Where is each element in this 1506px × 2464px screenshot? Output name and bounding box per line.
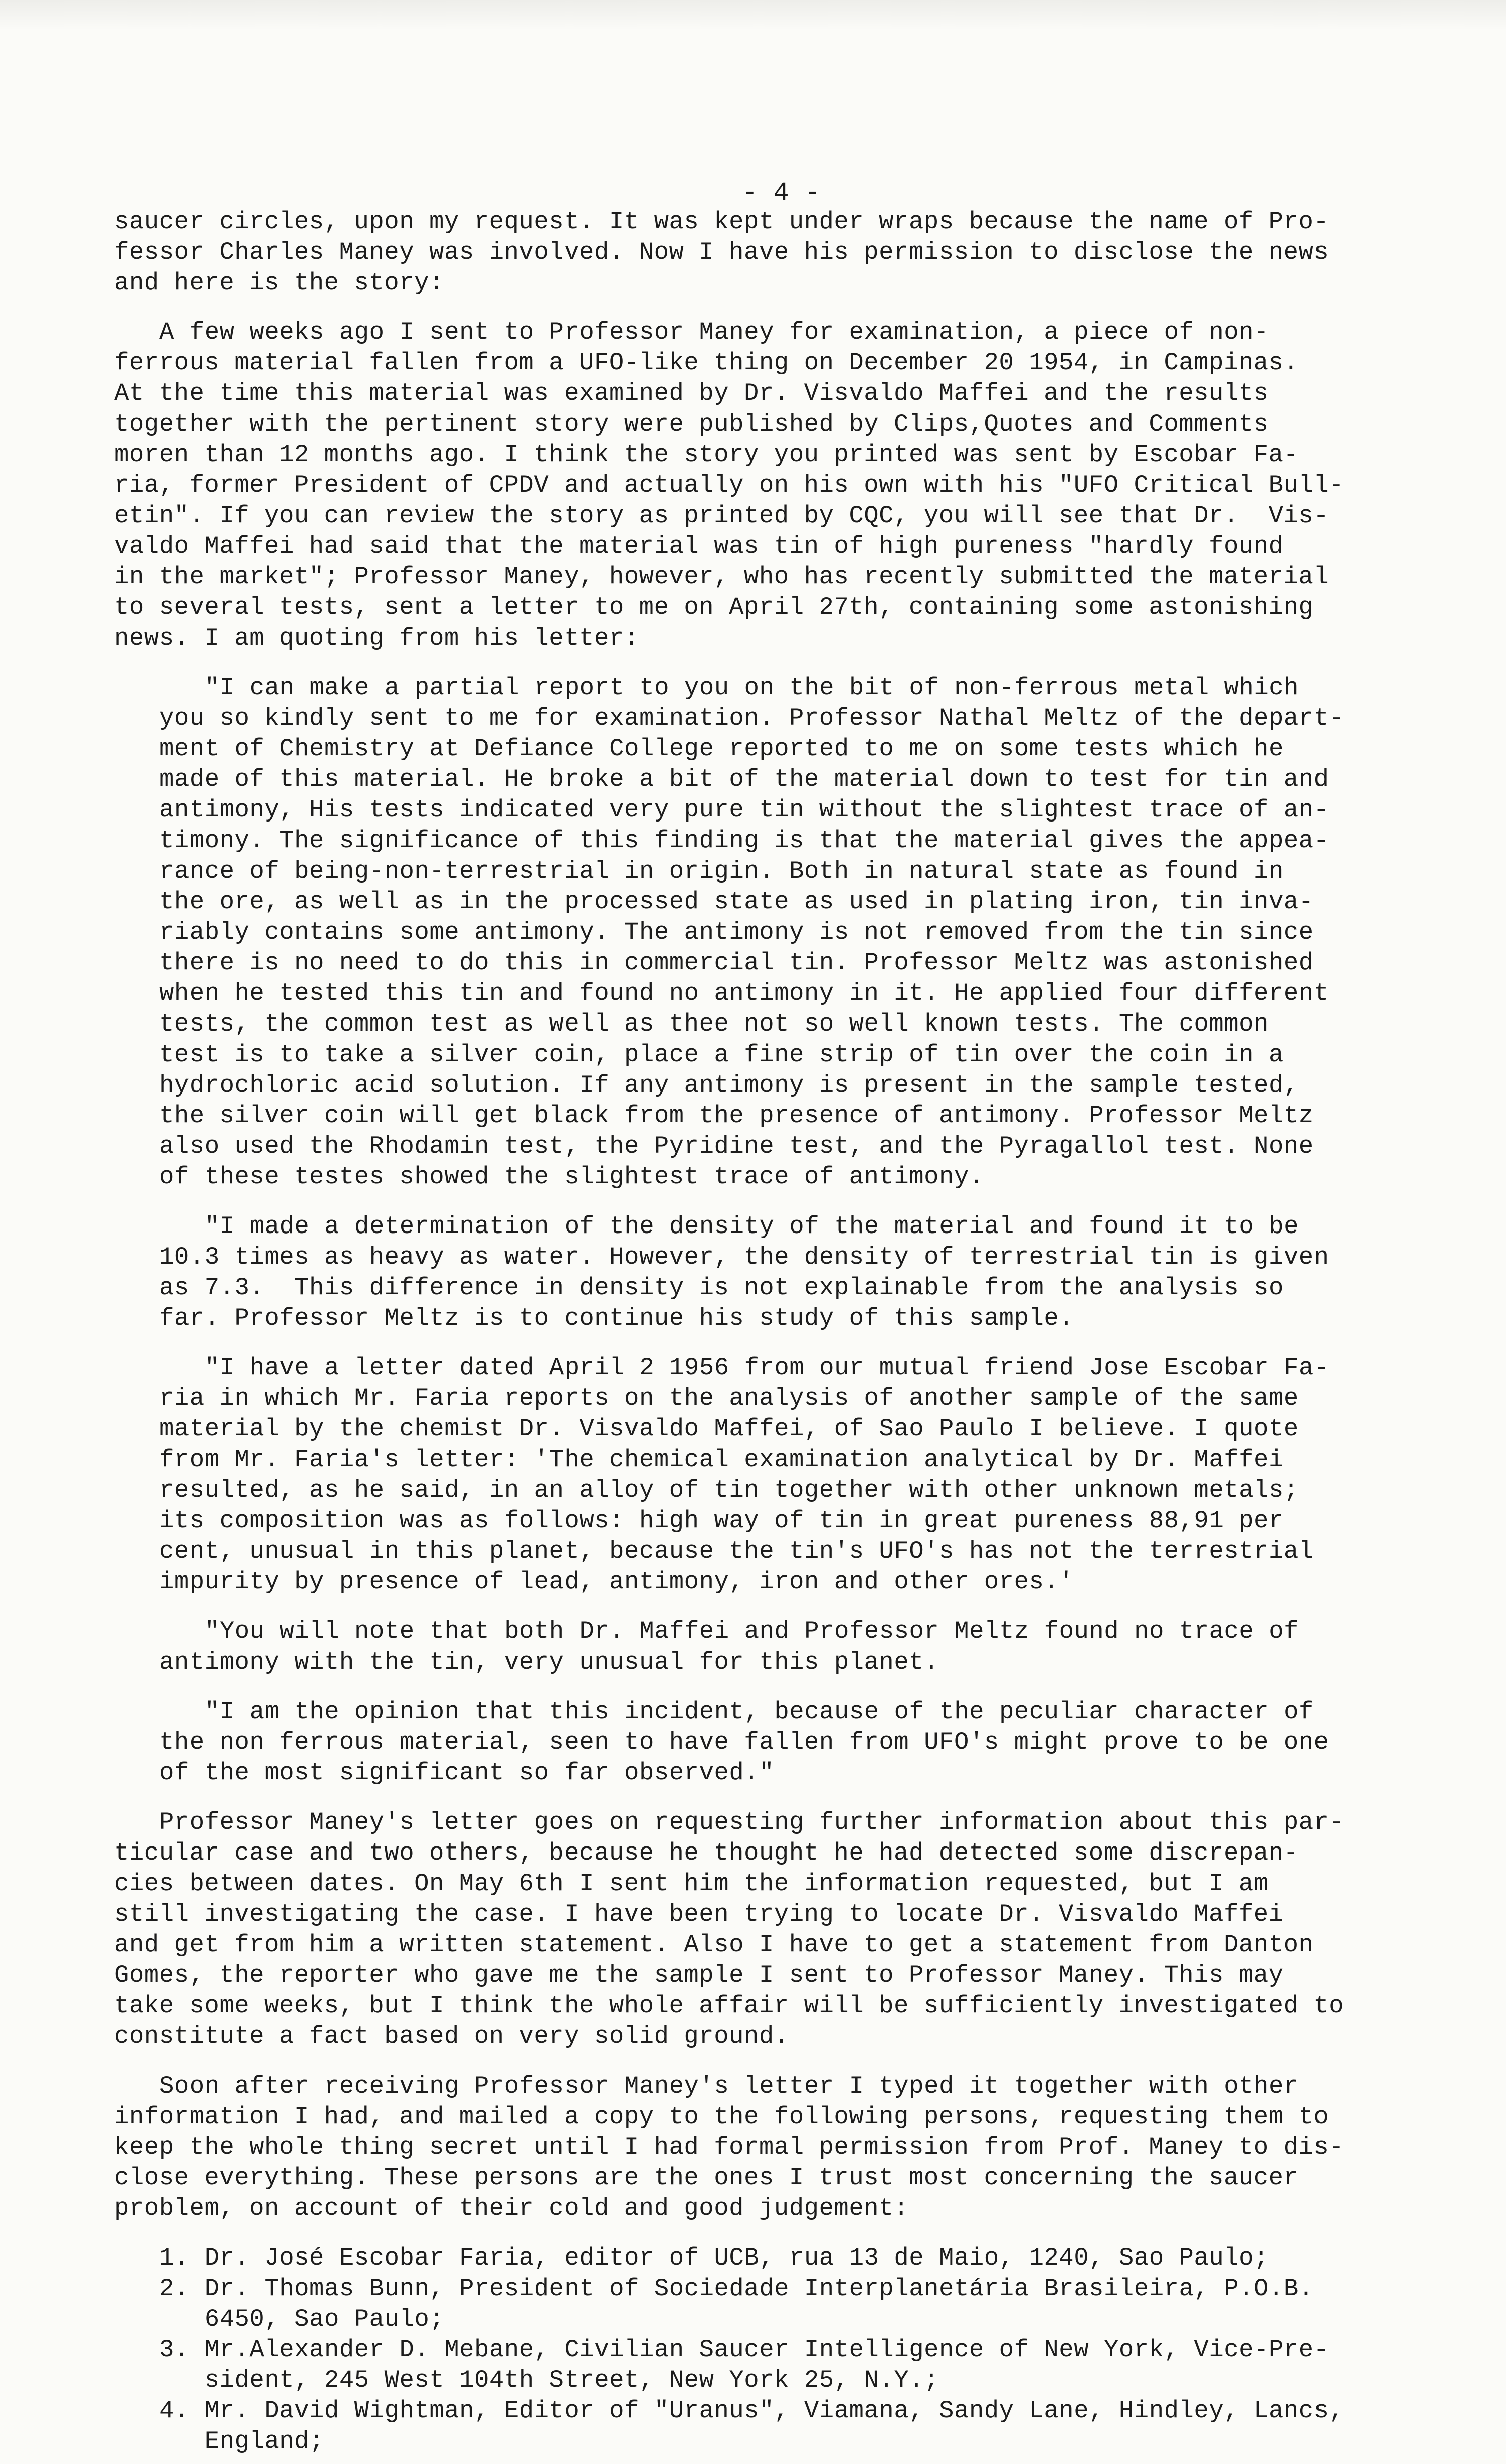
- text-line: Soon after receiving Professor Maney's letter I typed it together with other: [159, 2072, 1299, 2100]
- text-line: test is to take a silver coin, place a fine strip of tin over the coin in a: [159, 1041, 1284, 1069]
- text-line: and get from him a written statement. Also I have to get a statement from Danton: [114, 1931, 1314, 1959]
- text-line: as 7.3. This difference in density is not explainable from the analysis so: [159, 1274, 1284, 1302]
- text-line: "I made a determination of the density of the material and found it to be: [205, 1212, 1299, 1241]
- text-line: fessor Charles Maney was involved. Now I have his permission to disclose the news: [114, 238, 1329, 266]
- list-item-line: 6450, Sao Paulo;: [159, 2305, 445, 2333]
- text-line: material by the chemist Dr. Visvaldo Maffei, of Sao Paulo I believe. I quote: [159, 1415, 1299, 1443]
- text-line: rance of being-non-terrestrial in origin. Both in natural state as found in: [159, 857, 1284, 885]
- page-number: - 4 -: [742, 178, 821, 208]
- text-line: far. Professor Meltz is to continue his study of this sample.: [159, 1304, 1074, 1332]
- text-line: made of this material. He broke a bit of the material down to test for tin and: [159, 765, 1329, 793]
- text-line: problem, on account of their cold and good judgement:: [114, 2194, 909, 2222]
- list-item-line: sident, 245 West 104th Street, New York 25, N.Y.;: [159, 2366, 939, 2394]
- text-line: hydrochloric acid solution. If any antimony is present in the sample tested,: [159, 1071, 1299, 1099]
- text-line: etin". If you can review the story as printed by CQC, you will see that Dr. Vis-: [114, 502, 1329, 530]
- text-line: when he tested this tin and found no antimony in it. He applied four different: [159, 979, 1329, 1007]
- text-line: riably contains some antimony. The antimony is not removed from the tin since: [159, 918, 1314, 946]
- text-line: valdo Maffei had said that the material was tin of high pureness "hardly found: [114, 532, 1284, 560]
- list-item: [114, 2335, 1468, 2396]
- text-line: ticular case and two others, because he thought he had detected some discrepan-: [114, 1839, 1299, 1867]
- quoted-paragraph: [114, 673, 1468, 1192]
- text-line: timony. The significance of this finding is that the material gives the appea-: [159, 827, 1329, 855]
- text-line: its composition was as follows: high way of tin in great pureness 88,91 per: [159, 1507, 1284, 1535]
- list-item-line: England;: [159, 2427, 324, 2455]
- text-line: to several tests, sent a letter to me on April 27th, containing some astonishing: [114, 593, 1314, 622]
- text-line: antimony with the tin, very unusual for this planet.: [159, 1648, 939, 1676]
- text-line: the silver coin will get black from the presence of antimony. Professor Meltz: [159, 1102, 1314, 1130]
- text-line: "You will note that both Dr. Maffei and Professor Meltz found no trace of: [205, 1617, 1299, 1646]
- text-line: close everything. These persons are the ones I trust most concerning the saucer: [114, 2164, 1299, 2192]
- list-item-line: 1. Dr. José Escobar Faria, editor of UCB, rua 13 de Maio, 1240, Sao Paulo;: [159, 2244, 1269, 2272]
- text-line: A few weeks ago I sent to Professor Maney for examination, a piece of non-: [159, 318, 1269, 346]
- text-line: saucer circles, upon my request. It was kept under wraps because the name of Pro-: [114, 208, 1329, 236]
- text-line: also used the Rhodamin test, the Pyridine test, and the Pyragallol test. None: [159, 1132, 1314, 1160]
- text-line: resulted, as he said, in an alloy of tin together with other unknown metals;: [159, 1476, 1299, 1504]
- text-line: ment of Chemistry at Defiance College reported to me on some tests which he: [159, 735, 1284, 763]
- list-item: [114, 2243, 1468, 2274]
- text-line: you so kindly sent to me for examination. Professor Nathal Meltz of the depart-: [159, 704, 1344, 732]
- text-line: At the time this material was examined by Dr. Visvaldo Maffei and the results: [114, 379, 1269, 407]
- text-line: the ore, as well as in the processed state as used in plating iron, tin inva-: [159, 888, 1314, 916]
- quoted-paragraph: [114, 1211, 1468, 1334]
- list-item-line: 3. Mr.Alexander D. Mebane, Civilian Saucer Intelligence of New York, Vice-Pre-: [159, 2336, 1329, 2364]
- document-body: [114, 176, 1468, 2457]
- list-item: [114, 2396, 1468, 2457]
- list-item-line: 4. Mr. David Wightman, Editor of "Uranus", Viamana, Sandy Lane, Hindley, Lancs,: [159, 2397, 1344, 2425]
- paragraph: [114, 317, 1468, 654]
- scan-edge: [0, 0, 1506, 30]
- text-line: of these testes showed the slightest trace of antimony.: [159, 1163, 984, 1191]
- list-item-line: 2. Dr. Thomas Bunn, President of Sociedade Interplanetária Brasileira, P.O.B.: [159, 2275, 1314, 2303]
- text-line: in the market"; Professor Maney, however, who has recently submitted the material: [114, 563, 1329, 591]
- text-line: tests, the common test as well as thee not so well known tests. The common: [159, 1010, 1269, 1038]
- paragraph: [114, 1807, 1468, 2052]
- text-line: antimony, His tests indicated very pure tin without the slightest trace of an-: [159, 796, 1329, 824]
- text-line: still investigating the case. I have been trying to locate Dr. Visvaldo Maffei: [114, 1900, 1284, 1928]
- text-line: "I am the opinion that this incident, because of the peculiar character of: [205, 1698, 1314, 1726]
- text-line: impurity by presence of lead, antimony, iron and other ores.': [159, 1568, 1074, 1596]
- text-line: news. I am quoting from his letter:: [114, 624, 639, 652]
- text-line: take some weeks, but I think the whole affair will be sufficiently investigated to: [114, 1992, 1344, 2020]
- text-line: moren than 12 months ago. I think the story you printed was sent by Escobar Fa-: [114, 441, 1299, 469]
- text-line: "I have a letter dated April 2 1956 from our mutual friend Jose Escobar Fa-: [205, 1354, 1329, 1382]
- text-line: the non ferrous material, seen to have fallen from UFO's might prove to be one: [159, 1728, 1329, 1756]
- quoted-paragraph: [114, 1697, 1468, 1788]
- paragraph: [114, 2071, 1468, 2224]
- recipient-list: [114, 2243, 1468, 2457]
- text-line: from Mr. Faria's letter: 'The chemical examination analytical by Dr. Maffei: [159, 1446, 1284, 1474]
- text-line: ria, former President of CPDV and actually on his own with his "UFO Critical Bull-: [114, 471, 1344, 499]
- quoted-paragraph: [114, 1616, 1468, 1678]
- text-line: information I had, and mailed a copy to the following persons, requesting them to: [114, 2103, 1329, 2131]
- list-item: [114, 2274, 1468, 2335]
- text-line: of the most significant so far observed.": [159, 1759, 775, 1787]
- text-line: Professor Maney's letter goes on requesting further information about this par-: [159, 1808, 1344, 1836]
- paragraph: [114, 207, 1468, 298]
- text-line: "I can make a partial report to you on the bit of non-ferrous metal which: [205, 674, 1299, 702]
- text-line: constitute a fact based on very solid ground.: [114, 2022, 789, 2050]
- text-line: and here is the story:: [114, 269, 444, 297]
- text-line: ria in which Mr. Faria reports on the analysis of another sample of the same: [159, 1384, 1299, 1412]
- letter-text: [114, 207, 1468, 2224]
- text-line: there is no need to do this in commercial tin. Professor Meltz was astonished: [159, 949, 1314, 977]
- text-line: 10.3 times as heavy as water. However, the density of terrestrial tin is given: [159, 1243, 1329, 1271]
- text-line: cent, unusual in this planet, because the tin's UFO's has not the terrestrial: [159, 1537, 1314, 1565]
- quoted-paragraph: [114, 1353, 1468, 1597]
- text-line: ferrous material fallen from a UFO-like thing on December 20 1954, in Campinas.: [114, 349, 1299, 377]
- text-line: Gomes, the reporter who gave me the sample I sent to Professor Maney. This may: [114, 1961, 1284, 1989]
- text-line: together with the pertinent story were published by Clips,Quotes and Comments: [114, 410, 1269, 438]
- text-line: keep the whole thing secret until I had formal permission from Prof. Maney to dis-: [114, 2133, 1344, 2161]
- text-line: cies between dates. On May 6th I sent him the information requested, but I am: [114, 1870, 1269, 1898]
